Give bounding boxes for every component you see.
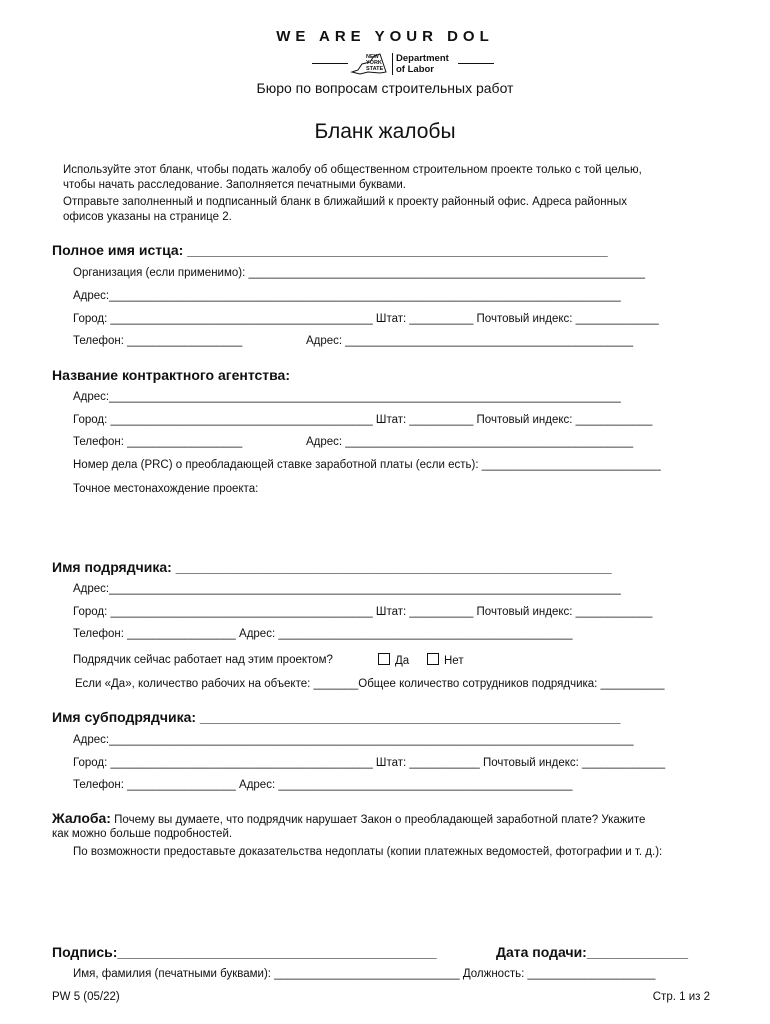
contractor-heading[interactable]: Имя подрядчика: ________________________________________________________	[52, 559, 612, 575]
no-checkbox[interactable]	[427, 653, 439, 665]
no-option[interactable]	[427, 653, 464, 667]
intro-line-4: офисов указаны на странице 2.	[63, 211, 232, 223]
evidence-instruction: По возможности предоставьте доказательства недоплаты (копии платежных ведомостей, фотографии и т. д.):	[73, 846, 663, 858]
intro-line-3: Отправьте заполненный и подписанный бланк в ближайший к проекту районный офис. Адреса районных	[63, 196, 627, 208]
yes-checkbox[interactable]	[378, 653, 390, 665]
agency-address-field[interactable]: Адрес:________________________________________________________________________________	[73, 391, 621, 403]
yes-label: Да	[395, 655, 410, 667]
logo-ny-1: NEW	[366, 54, 379, 60]
complainant-phone-field[interactable]: Телефон: __________________	[73, 335, 243, 347]
subcontractor-city-state-zip-field[interactable]: Город: _________________________________________ Штат: ___________ Почтовый индекс: _____________	[73, 757, 666, 769]
intro-line-1: Используйте этот бланк, чтобы подать жалобу об общественном строительном проекте только с той целью,	[63, 164, 642, 176]
agency-email-field[interactable]: Адрес: _____________________________________________	[306, 436, 634, 448]
page-number: Стр. 1 из 2	[652, 991, 710, 1003]
complainant-address-field[interactable]: Адрес:________________________________________________________________________________	[73, 290, 621, 302]
complainant-heading[interactable]: Полное имя истца: ______________________________________________________	[52, 242, 608, 258]
complaint-line-2: как можно больше подробностей.	[52, 828, 233, 840]
workers-count-field[interactable]: Если «Да», количество рабочих на объекте: _______Общее количество сотрудников подрядчика: __________	[75, 678, 665, 690]
intro-line-2: чтобы начать расследование. Заполняется печатными буквами.	[63, 179, 406, 191]
project-location-area[interactable]	[73, 500, 713, 550]
subcontractor-heading[interactable]: Имя субподрядчика: ______________________________________________________	[52, 709, 621, 725]
prc-number-field[interactable]: Номер дела (PRC) о преобладающей ставке заработной платы (если есть): ____________________________	[73, 459, 661, 471]
complaint-text: Почему вы думаете, что подрядчик нарушает Закон о преобладающей заработной плате? Укажите	[110, 814, 646, 826]
subcontractor-address-field[interactable]: Адрес:__________________________________________________________________________________	[73, 734, 634, 746]
complaint-line-1	[52, 810, 645, 826]
form-title: Бланк жалобы	[314, 120, 456, 143]
no-label: Нет	[444, 655, 464, 667]
name-title-field[interactable]: Имя, фамилия (печатными буквами): _____________________________ Должность: ____________________	[73, 968, 656, 980]
logo-dept-1: Department	[396, 53, 449, 64]
form-code: PW 5 (05/22)	[52, 991, 120, 1003]
date-field[interactable]: Дата подачи:_____________	[496, 944, 689, 960]
agency-heading: Название контрактного агентства:	[52, 367, 290, 383]
contractor-city-state-zip-field[interactable]: Город: _________________________________________ Штат: __________ Почтовый индекс: ____________	[73, 606, 653, 618]
logo-ny-2: YORK	[366, 60, 382, 66]
signature-field[interactable]: Подпись:_________________________________________	[52, 944, 437, 960]
contractor-working-question: Подрядчик сейчас работает над этим проектом?	[73, 654, 333, 666]
complainant-city-state-zip-field[interactable]: Город: _________________________________________ Штат: __________ Почтовый индекс: _____________	[73, 313, 659, 325]
tagline: WE ARE YOUR DOL	[276, 28, 494, 45]
subcontractor-phone-email-field[interactable]: Телефон: _________________ Адрес: ______________________________________________	[73, 779, 573, 791]
contractor-phone-email-field[interactable]: Телефон: _________________ Адрес: ______________________________________________	[73, 628, 573, 640]
agency-city-state-zip-field[interactable]: Город: _________________________________________ Штат: __________ Почтовый индекс: ____________	[73, 414, 653, 426]
complaint-label: Жалоба:	[52, 810, 111, 826]
contractor-address-field[interactable]: Адрес:________________________________________________________________________________	[73, 583, 621, 595]
project-location-label: Точное местонахождение проекта:	[73, 483, 259, 495]
agency-phone-field[interactable]: Телефон: __________________	[73, 436, 243, 448]
complainant-organization-field[interactable]: Организация (если применимо): ______________________________________________________________	[73, 267, 646, 279]
complainant-email-field[interactable]: Адрес: _____________________________________________	[306, 335, 634, 347]
complaint-text-area[interactable]	[52, 864, 722, 934]
bureau-name: Бюро по вопросам строительных работ	[256, 80, 514, 96]
yes-option[interactable]	[378, 653, 409, 667]
logo-ny-3: STATE	[366, 66, 384, 72]
logo-dept-2: of Labor	[396, 64, 434, 75]
dol-logo	[312, 50, 492, 80]
